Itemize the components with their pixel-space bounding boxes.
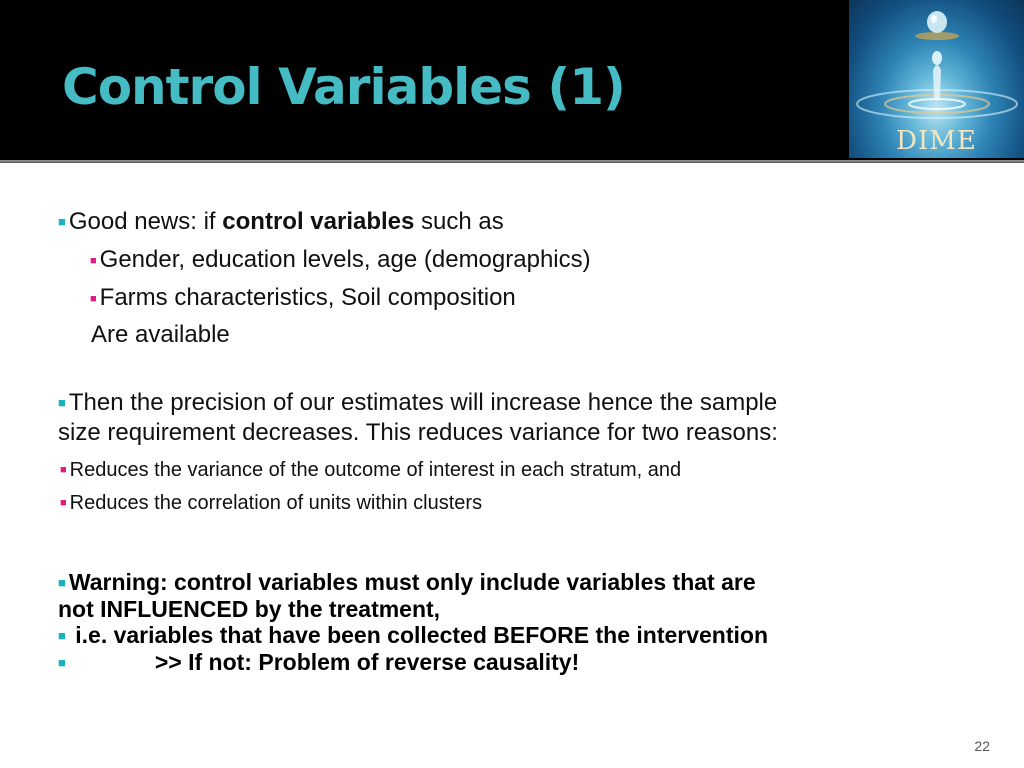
logo-text: DIME — [896, 126, 977, 156]
slide-title: Control Variables (1) — [62, 58, 625, 116]
sub-bullet-correlation — [60, 492, 482, 515]
bullet-text: Gender, education levels, age (demographics) — [99, 246, 591, 273]
bullet-good-news — [58, 208, 504, 236]
page-number: 22 — [974, 738, 990, 754]
square-bullet-icon: ■ — [58, 655, 66, 670]
warning-line4 — [58, 649, 579, 676]
warning-line3 — [58, 622, 768, 649]
square-bullet-icon: ■ — [58, 575, 66, 590]
sub-bullet-demographics — [90, 246, 591, 274]
square-bullet-icon: ■ — [60, 497, 67, 509]
bullet-text: Farms characteristics, Soil composition — [99, 284, 516, 311]
square-bullet-icon: ■ — [58, 214, 66, 229]
square-bullet-icon: ■ — [58, 395, 66, 410]
warning-line1 — [58, 569, 756, 596]
sub-bullet-farms — [90, 284, 516, 312]
bullet-text: such as — [414, 208, 504, 235]
warning-line2: not INFLUENCED by the treatment, — [58, 596, 441, 622]
warning-text: >> If not: Problem of reverse causality! — [154, 649, 580, 675]
bullet-text: Reduces the correlation of units within clusters — [69, 492, 483, 514]
square-bullet-icon: ■ — [90, 293, 97, 305]
warning-text: Warning: control variables must only include variables that are — [68, 569, 756, 595]
continuation-text: Are available — [91, 321, 230, 348]
bullet-text: Good news: if — [68, 208, 223, 235]
warning-text: i.e. variables that have been collected BEFORE the intervention — [75, 622, 769, 648]
bullet-bold-text: control variables — [222, 208, 415, 235]
square-bullet-icon: ■ — [58, 628, 66, 643]
square-bullet-icon: ■ — [90, 255, 97, 267]
square-bullet-icon: ■ — [60, 464, 67, 476]
bullet-text: Then the precision of our estimates will increase hence the sample — [68, 389, 778, 416]
sub-bullet-variance — [60, 459, 681, 482]
bullet-text: Reduces the variance of the outcome of interest in each stratum, and — [69, 459, 682, 481]
bullet-precision-line2: size requirement decreases. This reduces variance for two reasons: — [58, 419, 778, 446]
bullet-precision-line1 — [58, 389, 777, 417]
